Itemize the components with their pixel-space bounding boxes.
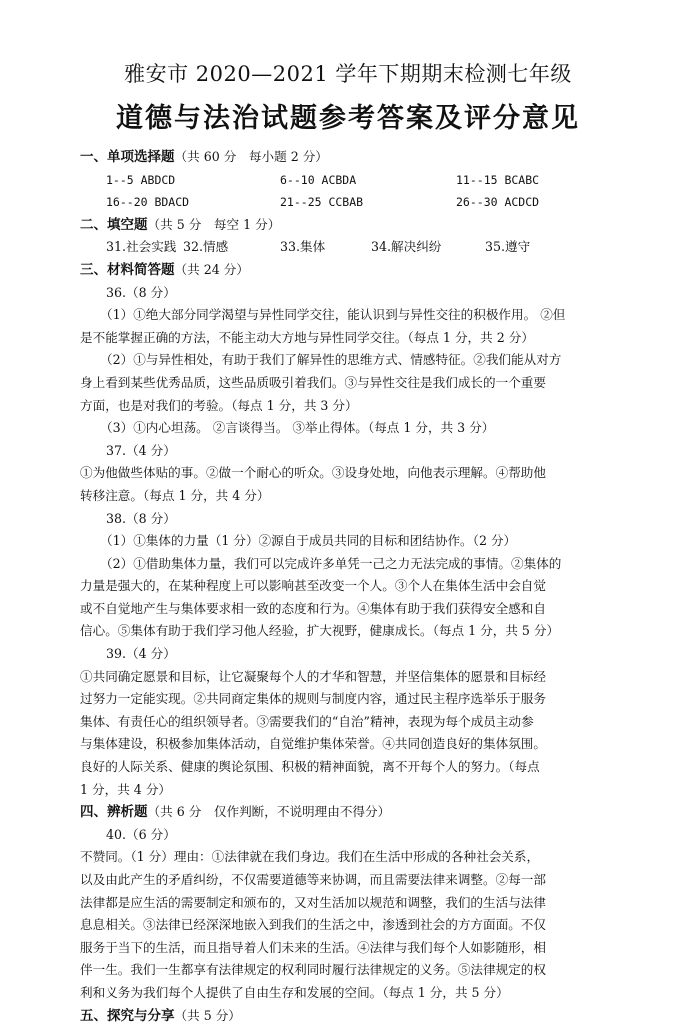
- answer-line: 与集体建设，积极参加集体活动，自觉维护集体荣誉。④共同创造良好的集体氛围。: [80, 736, 546, 752]
- answer-line: 或不自觉地产生与集体要求相一致的态度和行为。④集体有助于我们获得安全感和自: [80, 600, 546, 616]
- section-1-title: 一、单项选择题: [80, 149, 175, 165]
- answer-line: 良好的人际关系、健康的舆论氛围、积极的精神面貌，离不开每个人的努力。（每点: [80, 759, 540, 775]
- choice-answer: 21--25 CCBAB: [280, 195, 364, 210]
- answer-line: 37.（4 分）: [106, 442, 176, 458]
- choice-answer: 1--5 ABDCD: [106, 172, 176, 187]
- answer-line: 是不能掌握正确的方法，不能主动大方地与异性同学交往。（每点 1 分，共 2 分）: [80, 329, 534, 345]
- answer-line: 以及由此产生的矛盾纠纷，不仅需要道德等来协调，而且需要法律来调整。②每一部: [80, 872, 546, 887]
- blank-answer: 31.社会实践: [106, 239, 177, 255]
- answer-line: 36.（8 分）: [106, 284, 176, 300]
- answer-line: 1 分，共 4 分）: [80, 781, 172, 797]
- answer-content: [80, 146, 640, 1027]
- section-5-heading: [80, 1005, 640, 1027]
- section-4-title: 四、辨析题: [80, 804, 148, 821]
- answer-line: （1）①集体的力量（1 分）②源自于成员共同的目标和团结协作。（2 分）: [100, 533, 517, 549]
- answer-line: 身上看到某些优秀品质，这些品质吸引着我们。③与异性交往是我们成长的一个重要: [80, 374, 546, 390]
- section-1-note: （共 60 分 每小题 2 分）: [174, 149, 328, 164]
- section-5-note: （共 5 分）: [174, 1007, 241, 1023]
- answer-line: 利和义务为我们每个人提供了自由生存和发展的空间。（每点 1 分，共 5 分）: [80, 984, 509, 1000]
- blank-answer: 32.情感: [183, 239, 229, 255]
- blank-answer: 34.解决纠纷: [371, 239, 442, 255]
- choice-answer: 11--15 BCABC: [456, 172, 540, 187]
- answer-line: （1）①绝大部分同学渴望与异性同学交往，能认识到与异性交往的积极作用。 ②但: [100, 307, 566, 323]
- answer-line: 不赞同。（1 分）理由：①法律就在我们身边。我们在生活中形成的各种社会关系，: [80, 849, 540, 865]
- section-5-title: 五、探究与分享: [80, 1007, 175, 1024]
- answer-line: ①为他做些体贴的事。②做一个耐心的听众。③设身处地，向他表示理解。④帮助他: [80, 465, 546, 481]
- choice-answer: 6--10 ACBDA: [280, 172, 357, 187]
- section-1-heading: [80, 146, 640, 169]
- answer-line: 服务于当下的生活，而且指导着人们未来的生活。④法律与我们每个人如影随形，相: [80, 939, 546, 955]
- section-4-answers: [80, 824, 640, 1005]
- answer-line: 法律都是应生活的需要制定和颁布的，又对生活加以规范和调整，我们的生活与法律: [80, 894, 546, 910]
- section-4-heading: [80, 801, 640, 824]
- section-2-heading: [80, 214, 640, 237]
- answer-line: 38.（8 分）: [106, 510, 176, 526]
- section-2-note: （共 5 分 每空 1 分）: [147, 216, 281, 232]
- answer-line: ①共同确定愿景和目标，让它凝聚每个人的才华和智慧，并坚信集体的愿景和目标经: [80, 668, 546, 684]
- section-3-title: 三、材料简答题: [80, 261, 175, 278]
- answer-line: 伴一生。我们一生都享有法律规定的权利同时履行法律规定的义务。⑤法律规定的权: [80, 962, 546, 978]
- answer-line: 信心。⑤集体有助于我们学习他人经验，扩大视野，健康成长。（每点 1 分，共 5 分）: [80, 623, 560, 639]
- choice-answers-row-1: [80, 169, 640, 192]
- choice-answers-row-2: [80, 191, 640, 214]
- answer-line: （2）①与异性相处，有助于我们了解异性的思维方式、情感特征。②我们能从对方: [100, 352, 562, 368]
- choice-answer: 26--30 ACDCD: [456, 195, 540, 210]
- answer-line: 息息相关。③法律已经深深地嵌入到我们的生活之中，渗透到社会的方方面面。不仅: [80, 917, 546, 933]
- section-3-heading: [80, 259, 640, 282]
- exam-title: 雅安市 2020—2021 学年下期期末检测七年级: [124, 62, 572, 86]
- choice-answer: 16--20 BDACD: [106, 195, 190, 210]
- answer-line: 转移注意。（每点 1 分，共 4 分）: [80, 487, 270, 503]
- blank-answer: 33.集体: [280, 239, 326, 255]
- answer-line: 40.（6 分）: [106, 826, 176, 842]
- answer-line: 力量是强大的，在某种程度上可以影响甚至改变一个人。③个人在集体生活中会自觉: [80, 578, 546, 594]
- answer-line: （2）①借助集体力量，我们可以完成许多单凭一己之力无法完成的事情。②集体的: [100, 555, 562, 571]
- answer-line: （3）①内心坦荡。 ②言谈得当。 ③举止得体。（每点 1 分，共 3 分）: [100, 420, 495, 436]
- section-2-title: 二、填空题: [80, 216, 148, 233]
- answer-line: 39.（4 分）: [106, 646, 176, 662]
- answer-line: 方面，也是对我们的考验。（每点 1 分，共 3 分）: [80, 397, 358, 413]
- answer-line: 集体、有责任心的组织领导者。③需要我们的“自治”精神，表现为每个成员主动参: [80, 713, 534, 729]
- blank-answer: 35.遵守: [485, 239, 531, 255]
- section-4-note: （共 6 分 仅作判断，不说明理由不得分）: [147, 804, 391, 820]
- section-3-note: （共 24 分）: [174, 261, 249, 277]
- document-title: 道德与法治试题参考答案及评分意见: [116, 103, 580, 134]
- answer-line: 过努力一定能实现。②共同商定集体的规则与制度内容，通过民主程序选举乐于服务: [80, 691, 546, 707]
- fill-blank-answers: [80, 236, 640, 259]
- section-3-answers: [80, 282, 640, 802]
